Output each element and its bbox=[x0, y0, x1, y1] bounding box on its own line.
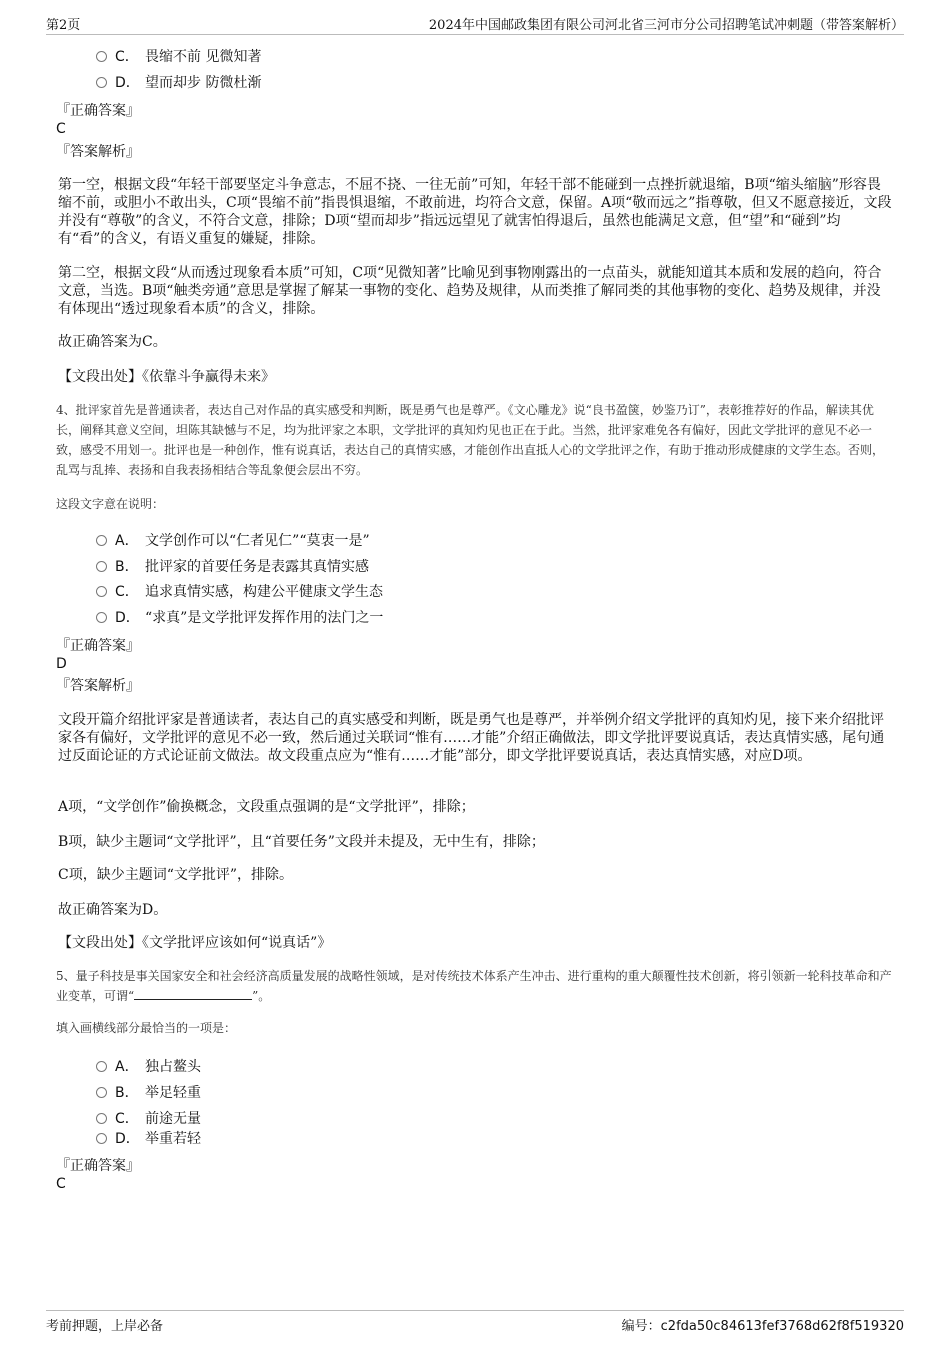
explanation-conclusion: 故正确答案为D。 bbox=[58, 902, 168, 918]
explanation-label: 『答案解析』 bbox=[56, 678, 140, 694]
radio-icon[interactable] bbox=[96, 535, 107, 546]
answer-label: 『正确答案』 bbox=[56, 1158, 140, 1174]
answer-label: 『正确答案』 bbox=[56, 103, 140, 119]
page-number: 第2页 bbox=[46, 18, 81, 33]
footer-note: 考前押题，上岸必备 bbox=[46, 1319, 164, 1334]
radio-icon[interactable] bbox=[96, 561, 107, 572]
document-code: 编号：c2fda50c84613fef3768d62f8f519320 bbox=[621, 1319, 904, 1334]
radio-icon[interactable] bbox=[96, 612, 107, 623]
question-prompt: 这段文字意在说明： bbox=[56, 497, 165, 511]
page-header bbox=[46, 14, 904, 35]
q5-option-c[interactable]: C． 前途无量 bbox=[96, 1109, 201, 1129]
q5-option-a[interactable]: A． 独占鳌头 bbox=[96, 1057, 201, 1077]
explanation-conclusion: 故正确答案为C。 bbox=[58, 334, 167, 350]
explanation-label: 『答案解析』 bbox=[56, 144, 140, 160]
radio-icon[interactable] bbox=[96, 1087, 107, 1098]
explanation-paragraph: 第一空，根据文段“年轻干部要坚定斗争意志，不屈不挠、一往无前”可知，年轻干部不能碰到一点挫折就退缩，B项“缩头缩脑”形容畏缩不前，或胆小不敢出头，C项“畏缩不前”指畏惧退缩，不敢前进，均符合文意，保留。A项“敬而远之”指尊敬，但又不愿意接近，文段并没有“尊敬”的含义，不符合文意，排除；D项“望而却步”指远远望见了就害怕得退后，虽然也能满足文意，但“望”和“碰到”均有“看”的含义，有语义重复的嫌疑，排除。 bbox=[58, 177, 892, 247]
radio-icon[interactable] bbox=[96, 1133, 107, 1144]
q3-option-d[interactable]: D． 望而却步 防微杜渐 bbox=[96, 73, 261, 93]
question-text: 4、批评家首先是普通读者，表达自己对作品的真实感受和判断，既是勇气也是尊严。《文心雕龙》说“良书盈箧，妙鉴乃订”，表彰推荐好的作品，解读其优长，阐释其意义空间，坦陈其缺憾与不足，均为批评家之本职，文学批评的真知灼见也正在于此。当然，批评家难免各有偏好，因此文学批评的意见不必一致，感受不用划一。批评也是一种创作，惟有说真话，表达自己的真情实感，才能创作出直抵人心的文学批评之作，有助于推动形成健康的文学生态。否则，乱骂与乱捧、表扬和自我表扬相结合等乱象便会层出不穷。 bbox=[56, 403, 885, 477]
q4-option-c[interactable]: C． 追求真情实感，构建公平健康文学生态 bbox=[96, 582, 383, 602]
radio-icon[interactable] bbox=[96, 1113, 107, 1124]
q4-option-d[interactable]: D． “求真”是文学批评发挥作用的法门之一 bbox=[96, 608, 383, 628]
q5-option-d[interactable]: D． 举重若轻 bbox=[96, 1129, 201, 1149]
q5-option-b[interactable]: B． 举足轻重 bbox=[96, 1083, 201, 1103]
radio-icon[interactable] bbox=[96, 586, 107, 597]
explanation-paragraph: 文段开篇介绍批评家是普通读者，表达自己的真实感受和判断，既是勇气也是尊严，并举例介绍文学批评的真知灼见，接下来介绍批评家各有偏好，文学批评的意见不必一致，然后通过关联词“惟有……才能”介绍正确做法，即文学批评要说真话，表达真情实感，尾句通过反面论证的方式论证前文做法。故文段重点应为“惟有……才能”部分，即文学批评要说真话，表达真情实感，对应D项。 bbox=[58, 712, 885, 764]
radio-icon[interactable] bbox=[96, 51, 107, 62]
radio-icon[interactable] bbox=[96, 77, 107, 88]
answer-value: C bbox=[56, 121, 66, 137]
explanation-option-a: A项，“文学创作”偷换概念，文段重点强调的是“文学批评”，排除； bbox=[58, 799, 475, 815]
answer-value: C bbox=[56, 1176, 66, 1192]
answer-value: D bbox=[56, 656, 67, 672]
explanation-option-b: B项，缺少主题词“文学批评”，且“首要任务”文段并未提及，无中生有，排除； bbox=[58, 834, 545, 850]
explanation-paragraph: 第二空，根据文段“从而透过现象看本质”可知，C项“见微知著”比喻见到事物刚露出的一点苗头，就能知道其本质和发展的趋向，符合文意，当选。B项“触类旁通”意思是掌握了解某一事物的变化、趋势及规律，从而类推了解同类的其他事物的变化、趋势及规律，并没有体现出“透过现象看本质”的含义，排除。 bbox=[58, 265, 882, 317]
fill-blank bbox=[134, 987, 252, 1000]
document-title: 2024年中国邮政集团有限公司河北省三河市分公司招聘笔试冲刺题（带答案解析） bbox=[428, 18, 904, 33]
answer-label: 『正确答案』 bbox=[56, 638, 140, 654]
radio-icon[interactable] bbox=[96, 1061, 107, 1072]
page-footer bbox=[46, 1310, 904, 1335]
q3-option-c[interactable]: C． 畏缩不前 见微知著 bbox=[96, 47, 261, 67]
question-text: 5、量子科技是事关国家安全和社会经济高质量发展的战略性领域，是对传统技术体系产生冲击、进行重构的重大颠覆性技术创新，将引领新一轮科技革命和产业变革，可谓“ ”。 bbox=[56, 969, 892, 1003]
passage-source: 【文段出处】《文学批评应该如何“说真话”》 bbox=[58, 935, 332, 951]
passage-source: 【文段出处】《依靠斗争赢得未来》 bbox=[58, 369, 275, 385]
explanation-option-c: C项，缺少主题词“文学批评”，排除。 bbox=[58, 867, 294, 883]
q4-option-a[interactable]: A． 文学创作可以“仁者见仁”“莫衷一是” bbox=[96, 531, 370, 551]
question-prompt: 填入画横线部分最恰当的一项是： bbox=[56, 1021, 237, 1035]
q4-option-b[interactable]: B． 批评家的首要任务是表露其真情实感 bbox=[96, 557, 369, 577]
